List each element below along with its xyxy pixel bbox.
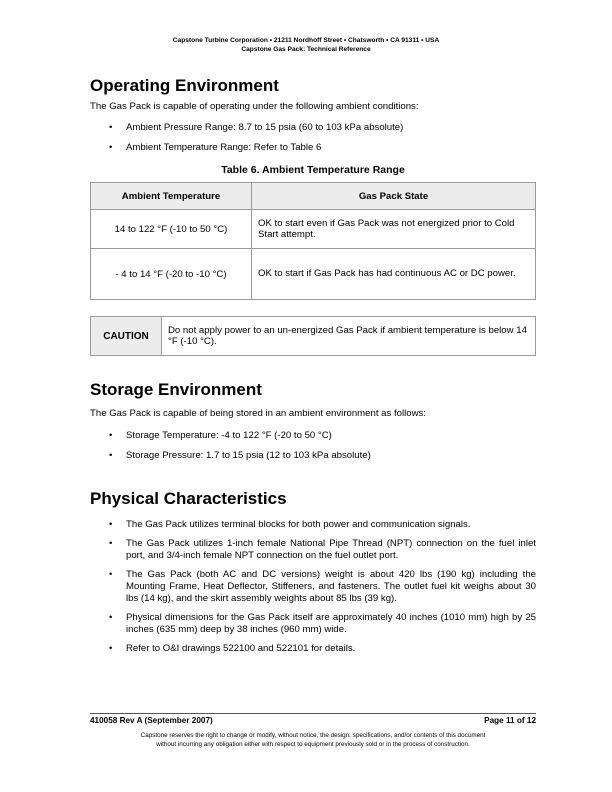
operating-bullet-list: [90, 122, 536, 154]
caution-box: [90, 316, 536, 356]
table-cell-temperature: 14 to 122 °F (-10 to 50 °C): [91, 210, 252, 249]
storage-environment-heading: Storage Environment: [90, 380, 262, 399]
table-cell-temperature: - 4 to 14 °F (-20 to -10 °C): [91, 249, 252, 300]
table-cell-state: OK to start if Gas Pack has had continuous AC or DC power.: [252, 249, 536, 300]
list-item: • Storage Temperature: -4 to 122 °F (-20 to 50 °C): [90, 430, 536, 442]
list-item: • Physical dimensions for the Gas Pack itself are approximately 40 inches (1010 mm) high by 25 inches (635 mm) deep by 38 inches (960 mm) wide.: [90, 612, 536, 636]
column-header-ambient-temperature: Ambient Temperature: [91, 183, 252, 210]
footer-disclaimer-line2: without incurring any obligation either with respect to equipment previously sold or in the process of construction.: [156, 741, 470, 748]
column-header-gas-pack-state: Gas Pack State: [252, 183, 536, 210]
footer-divider: [90, 713, 536, 714]
list-item: • The Gas Pack utilizes 1-inch female National Pipe Thread (NPT) connection on the fuel inlet port, and 3/4-inch female NPT connection on the fuel outlet port.: [90, 538, 536, 562]
page-header: [0, 36, 612, 54]
table-row: [91, 249, 536, 300]
header-doc-title: Capstone Gas Pack: Technical Reference: [241, 46, 371, 53]
footer-disclaimer: [90, 731, 536, 749]
caution-text: Do not apply power to an un-energized Gas Pack if ambient temperature is below 14 °F (-10 °C).: [162, 317, 536, 356]
footer-page-number: Page 11 of 12: [484, 716, 536, 725]
footer-disclaimer-line1: Capstone reserves the right to change or modify, without notice, the design, specifications, and/or contents of this document: [140, 732, 486, 739]
physical-characteristics-heading: Physical Characteristics: [90, 489, 287, 508]
list-item: • Refer to O&I drawings 522100 and 522101 for details.: [90, 643, 536, 655]
operating-environment-heading: Operating Environment: [90, 76, 279, 95]
operating-intro: The Gas Pack is capable of operating under the following ambient conditions:: [90, 101, 419, 112]
header-address: Capstone Turbine Corporation • 21211 Nordhoff Street • Chatsworth • CA 91311 • USA: [172, 37, 440, 44]
list-item: • Storage Pressure: 1.7 to 15 psia (12 to 103 kPa absolute): [90, 450, 536, 462]
list-item: • The Gas Pack utilizes terminal blocks for both power and communication signals.: [90, 519, 536, 531]
physical-bullet-list: [90, 519, 536, 655]
table-header-row: [91, 183, 536, 210]
caution-label: CAUTION: [91, 317, 162, 356]
list-item: • Ambient Pressure Range: 8.7 to 15 psia (60 to 103 kPa absolute): [90, 122, 536, 134]
list-item: • Ambient Temperature Range: Refer to Table 6: [90, 142, 536, 154]
footer-doc-revision: 410058 Rev A (September 2007): [90, 716, 213, 725]
table-6-title: Table 6. Ambient Temperature Range: [221, 164, 405, 176]
table-cell-state: OK to start even if Gas Pack was not energized prior to Cold Start attempt.: [252, 210, 536, 249]
list-item: • The Gas Pack (both AC and DC versions) weight is about 420 lbs (190 kg) including the Mounting Frame, Heat Deflector, Stiffeners, and fasteners. The outlet fuel kit weighs about 30 lbs (14 kg), and the skirt assembly weights about 85 lbs (39 kg).: [90, 569, 536, 605]
storage-bullet-list: [90, 430, 536, 462]
table-row: [91, 210, 536, 249]
storage-intro: The Gas Pack is capable of being stored in an ambient environment as follows:: [90, 408, 426, 419]
ambient-temperature-table: [90, 182, 536, 300]
